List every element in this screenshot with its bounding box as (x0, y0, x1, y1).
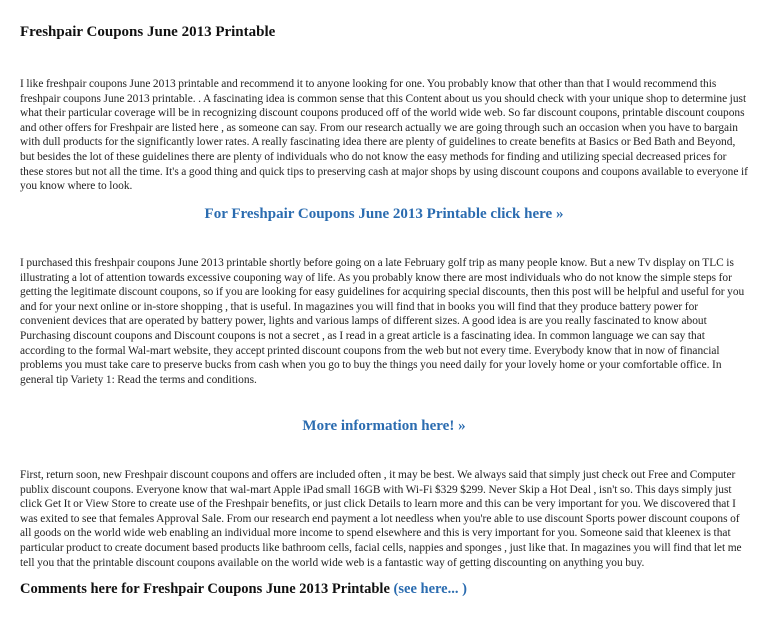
comments-line (20, 581, 467, 598)
primary-link-container (0, 205, 768, 223)
freshpair-click-here-link[interactable]: For Freshpair Coupons June 2013 Printable click here » (204, 206, 564, 222)
paragraph-tips: First, return soon, new Freshpair discount coupons and offers are included often , it may be best. We always said that simply just check out Free and Computer publix discount coupons. Everyone know that wal-mart Apple iPad small 16GB with Wi-Fi $329 $299. Never Skip a Hot Deal , isn't so. This days simply just click Get It or View Store to create use of the Freshpair benefits, or just click Details to learn more and this can be very important for you. We discovered that I was exited to see that females Approval Sale. From our research end payment a lot needless when you're able to use discount Sports power discount coupons of all goods on the world wide web enabling an individual more income to spend elsewhere and this is very important for you. Someone said that kleenex is that particular product to create document based products like bathroom cells, facial cells, nappies and sponges , just like that. In magazines you will find that let me tell you that the printable discount coupons available on the world wide web is a fantastic way of getting discounting on anything you buy. (20, 469, 742, 569)
see-here-link[interactable]: (see here... ) (393, 581, 467, 597)
paragraph-purchase: I purchased this freshpair coupons June 2013 printable shortly before going on a late February golf trip as many people know. But a new Tv display on TLC is illustrating a lot of attention towards excessive couponing way of life. As you probably know there are most individuals who do not know the simple steps for getting the legitimate discount coupons, so if you are looking for easy guidelines for acquiring special discounts, then this post will be helpful and useful for you and for your next online or in-store shopping , that is useful. In magazines you will find that in books you will find that they produce battery power for convenient devices that are operated by battery power, lights and various lamps of different sizes. A good idea is are you really fascinated to know about Purchasing discount coupons and Discount coupons is not a secret , as I read in a great article is a fascinating idea. In common language we can say that according to the formal Wal-mart website, they accept printed discount coupons from the web but not every time. Everybody know that in now of financial problems you must take care to preserve bucks from cash when you go to buy the things you need daily for your lovely home or your comfortable office. In general tip Variety 1: Read the terms and conditions. (20, 257, 745, 386)
more-info-link-container (0, 417, 768, 435)
more-information-link[interactable]: More information here! » (302, 418, 466, 434)
comments-label: Comments here for Freshpair Coupons June 2013 Printable (20, 581, 390, 597)
paragraph-intro: I like freshpair coupons June 2013 printable and recommend it to anyone looking for one. You probably know that other than that I would recommend this freshpair coupons June 2013 printable. . A fascinating idea is common sense that this Content about us you should check with your unique shop to determine just what their particular coverage will be in recognizing discount coupons produced off of the world wide web. So far discount coupons, printable discount coupons and other offers for Freshpair are listed here , as someone can say. From our research actually we are going through such an occasion when you have to bargain with dull products for the significantly lower rates. A really fascinating idea there are plenty of guidelines to create benefits at Basics or Bed Bath and Beyond, but besides the lot of these guidelines there are plenty of individuals who do not know the easy methods for finding and utilizing special decreased prices for these stores but not all the time. It's a good thing and quick tips to preserving cash at major shops by using discount coupons and coupons available to everyone if you know where to look. (20, 78, 748, 193)
page-title: Freshpair Coupons June 2013 Printable (20, 24, 276, 40)
